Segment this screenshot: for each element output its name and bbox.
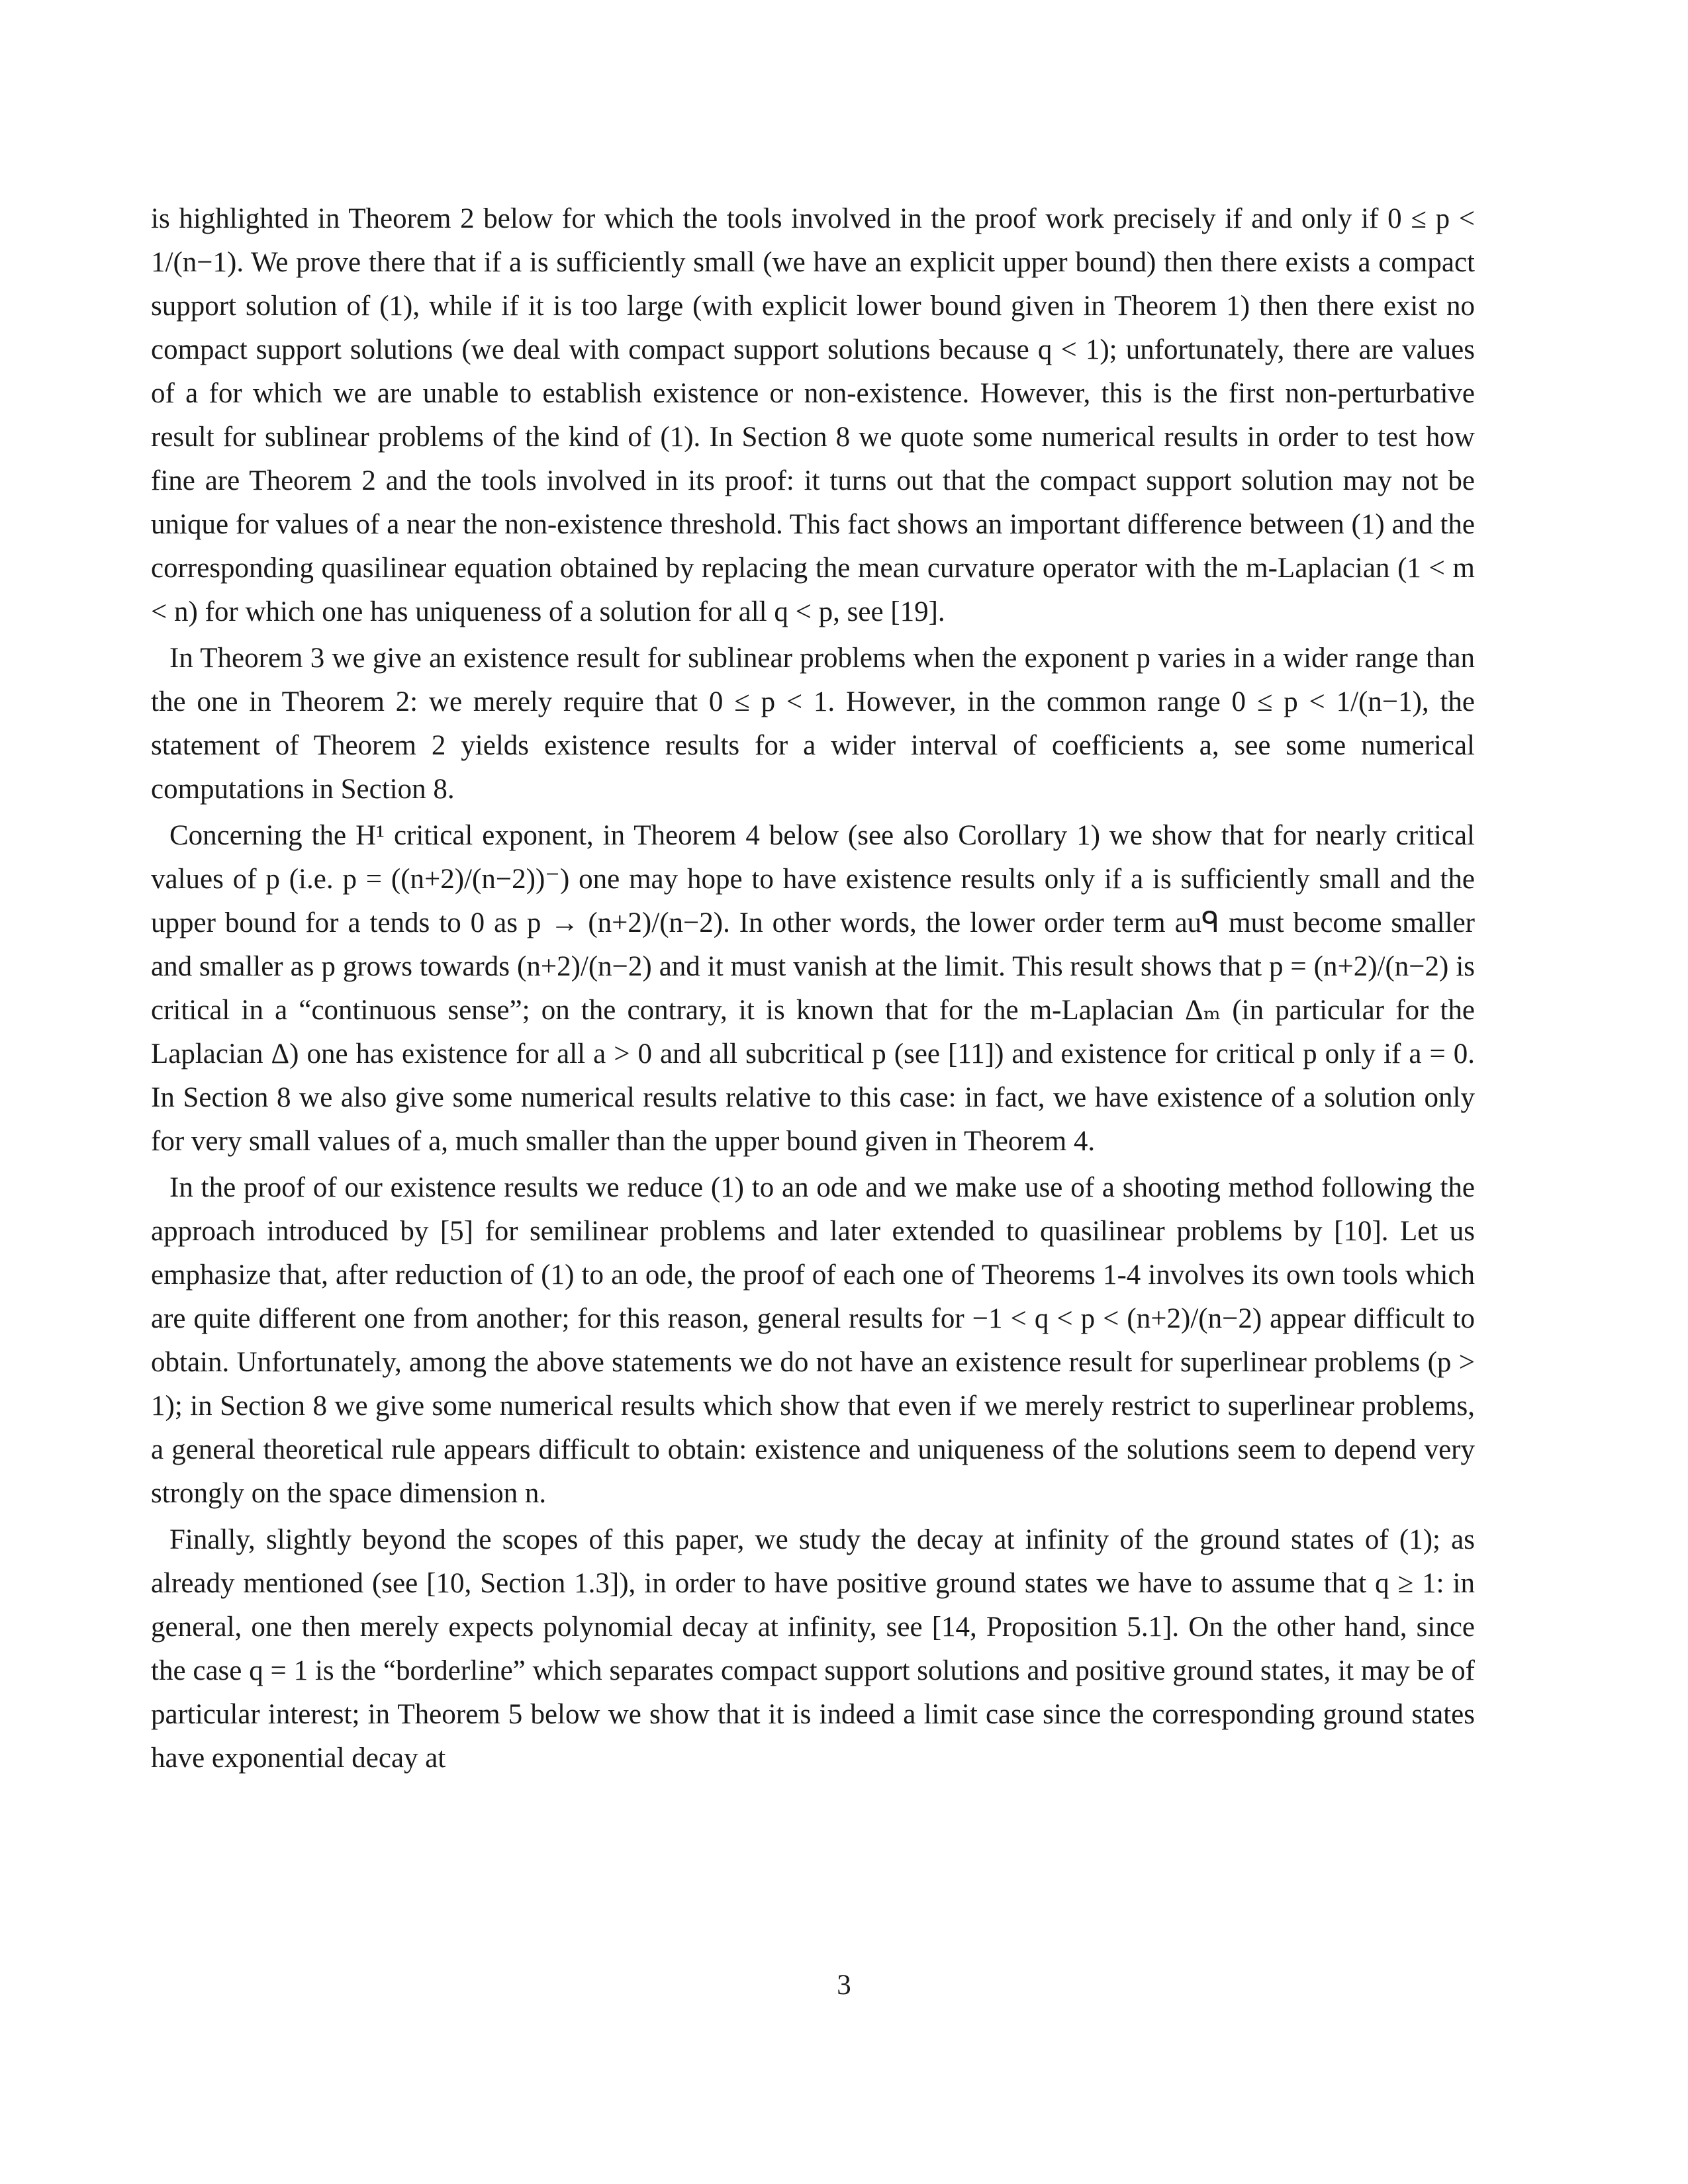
paragraph-4: In the proof of our existence results we reduce (1) to an ode and we make use of a shooting method following the approach introduced by [5] for semilinear problems and later extended to quasilinear problems by [10]. Let us emphasize that, after reduction of (1) to an ode, the proof of each one of Theorems 1-4 involves its own tools which are quite different one from another; for this reason, general results for −1 < q < p < (n+2)/(n−2) appear difficult to obtain. Unfortunately, among the above statements we do not have an existence result for superlinear problems (p > 1); in Section 8 we give some numerical results which show that even if we merely restrict to superlinear problems, a general theoretical rule appears difficult to obtain: existence and uniqueness of the solutions seem to depend very strongly on the space dimension n. — [151, 1172, 1475, 1509]
paragraph-3: Concerning the H¹ critical exponent, in Theorem 4 below (see also Corollary 1) we show that for nearly critical values of p (i.e. p = ((n+2)/(n−2))⁻) one may hope to have existence results only if a is sufficiently small and the upper bound for a tends to 0 as p → (n+2)/(n−2). In other words, the lower order term auᑫ must become smaller and smaller as p grows towards (n+2)/(n−2) and it must vanish at the limit. This result shows that p = (n+2)/(n−2) is critical in a “continuous sense”; on the contrary, it is known that for the m-Laplacian Δₘ (in particular for the Laplacian Δ) one has existence for all a > 0 and all subcritical p (see [11]) and existence for critical p only if a = 0. In Section 8 we also give some numerical results relative to this case: in fact, we have existence of a solution only for very small values of a, much smaller than the upper bound given in Theorem 4. — [151, 820, 1475, 1157]
paragraph-5: Finally, slightly beyond the scopes of this paper, we study the decay at infinity of the ground states of (1); as already mentioned (see [10, Section 1.3]), in order to have positive ground states we have to assume that q ≥ 1: in general, one then merely expects polynomial decay at infinity, see [14, Proposition 5.1]. On the other hand, since the case q = 1 is the “borderline” which separates compact support solutions and positive ground states, it may be of particular interest; in Theorem 5 below we show that it is indeed a limit case since the corresponding ground states have exponential decay at — [151, 1524, 1475, 1774]
paragraph-2: In Theorem 3 we give an existence result for sublinear problems when the exponent p varies in a wider range than the one in Theorem 2: we merely require that 0 ≤ p < 1. However, in the common range 0 ≤ p < 1/(n−1), the statement of Theorem 2 yields existence results for a wider interval of coefficients a, see some numerical computations in Section 8. — [151, 643, 1475, 805]
paragraph-1: is highlighted in Theorem 2 below for which the tools involved in the proof work precisely if and only if 0 ≤ p < 1/(n−1). We prove there that if a is sufficiently small (we have an explicit upper bound) then there exists a compact support solution of (1), while if it is too large (with explicit lower bound given in Theorem 1) then there exist no compact support solutions (we deal with compact support solutions because q < 1); unfortunately, there are values of a for which we are unable to establish existence or non-existence. However, this is the first non-perturbative result for sublinear problems of the kind of (1). In Section 8 we quote some numerical results in order to test how fine are Theorem 2 and the tools involved in its proof: it turns out that the compact support solution may not be unique for values of a near the non-existence threshold. This fact shows an important difference between (1) and the corresponding quasilinear equation obtained by replacing the mean curvature operator with the m-Laplacian (1 < m < n) for which one has uniqueness of a solution for all q < p, see [19]. — [151, 203, 1475, 627]
page-body — [151, 197, 1475, 1780]
page-number: 3 — [837, 1970, 851, 2001]
